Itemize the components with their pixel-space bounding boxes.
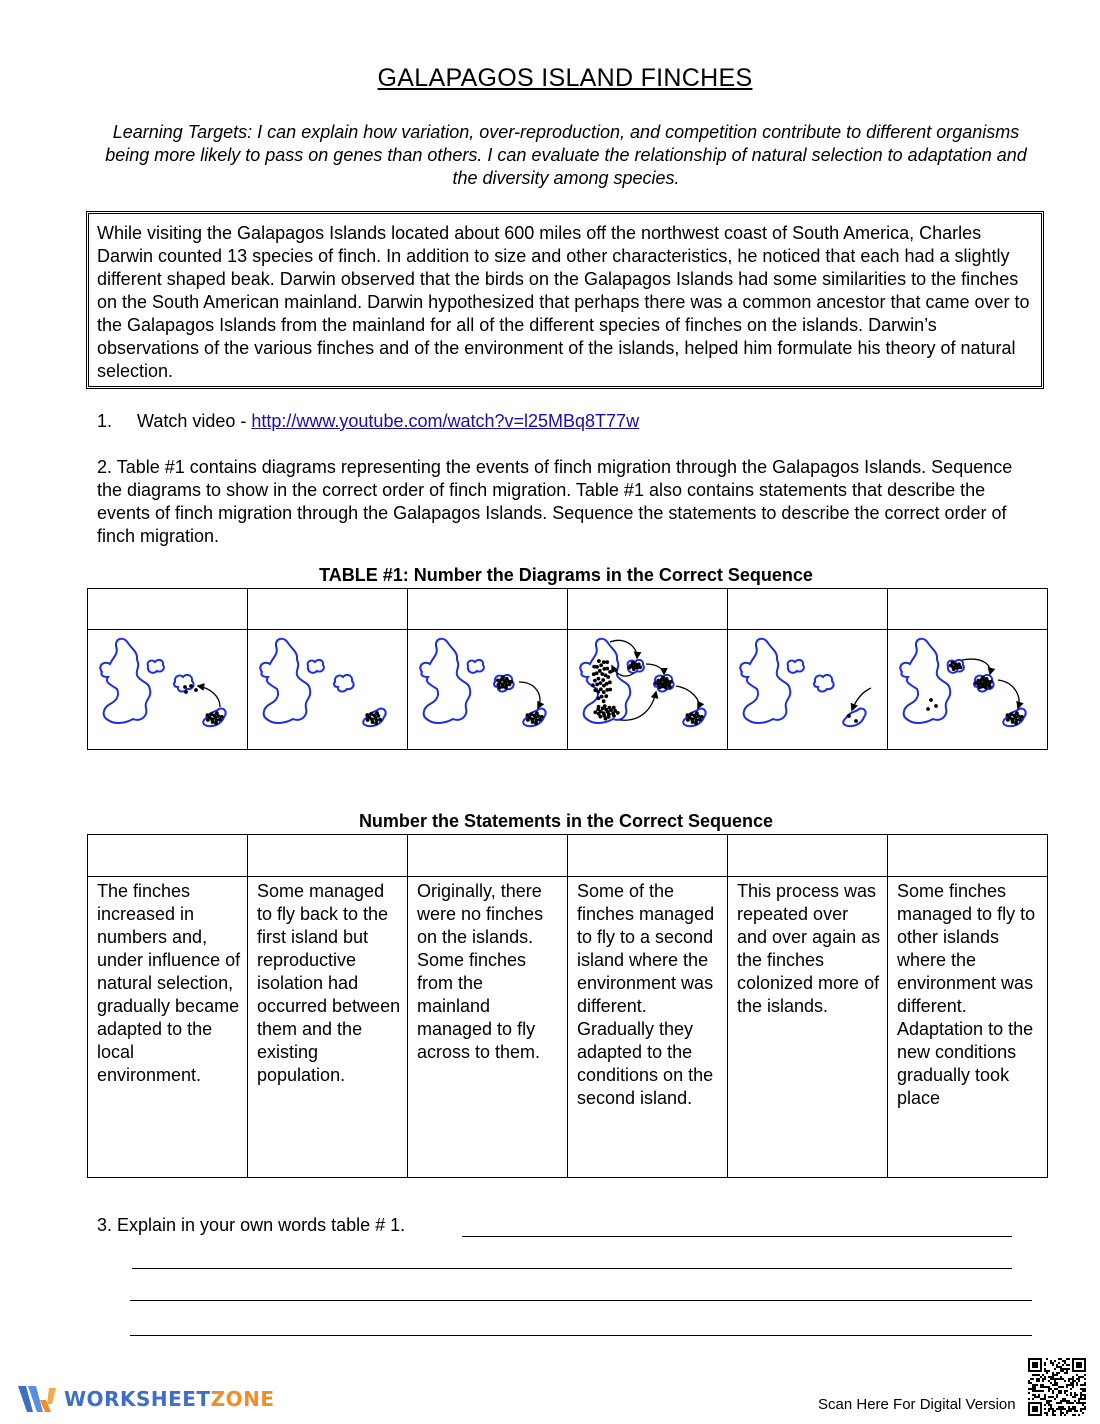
finch-dots — [689, 712, 693, 716]
statement-answer-cell[interactable] — [888, 835, 1048, 877]
finch-dots — [1015, 711, 1019, 715]
diagram-answer-cell[interactable] — [728, 589, 888, 630]
finch-dots — [595, 683, 599, 687]
diagram-cell — [728, 630, 888, 750]
main-island — [420, 639, 470, 723]
statement-answer-cell[interactable] — [88, 835, 248, 877]
diagram-cell — [88, 630, 248, 750]
answer-line[interactable] — [130, 1335, 1032, 1336]
finch-dots — [631, 661, 635, 665]
finch-dots — [374, 721, 378, 725]
finch-dots — [593, 679, 597, 683]
island-diagram — [728, 630, 886, 744]
statement-cell: Some managed to fly back to the first island but reproductive isolation had occurred between them and the existing population. — [248, 877, 408, 1178]
finch-dots — [686, 718, 690, 722]
finch-dots — [194, 688, 198, 692]
finch-dots — [597, 696, 601, 700]
small-island — [468, 660, 484, 673]
finch-dots — [206, 718, 210, 722]
finch-dots — [599, 663, 603, 667]
finch-dots — [1020, 715, 1024, 719]
question-1-number: 1. — [97, 411, 113, 431]
finch-dots — [951, 661, 955, 665]
finch-dots — [604, 708, 608, 712]
statement-answer-cell[interactable] — [248, 835, 408, 877]
diagram-answer-cell[interactable] — [568, 589, 728, 630]
diagram-answer-cell[interactable] — [408, 589, 568, 630]
learning-targets: Learning Targets: I can explain how variation, over-reproduction, and competition contribute to different organisms being more likely to pass on genes than others. I can evaluate the relationship of natural selection to adaptation and the diversity among species. — [105, 122, 1027, 188]
island-diagram — [408, 630, 566, 744]
finch-dots — [189, 684, 193, 688]
finch-dots — [694, 721, 698, 725]
finch-dots — [608, 688, 612, 692]
finch-dots — [952, 667, 956, 671]
finch-dots — [686, 713, 690, 717]
statement-answer-cell[interactable] — [728, 835, 888, 877]
finch-dots — [605, 667, 609, 671]
finch-dots — [526, 713, 530, 717]
finch-dots — [496, 678, 500, 682]
diagram-answer-cell[interactable] — [888, 589, 1048, 630]
migration-arrow — [962, 659, 990, 674]
finch-dots — [604, 694, 608, 698]
island-diagram — [248, 630, 406, 744]
question-3: 3. Explain in your own words table # 1. — [97, 1215, 406, 1235]
finch-dots — [606, 675, 610, 679]
finch-dots — [665, 677, 669, 681]
finch-dots — [974, 681, 978, 685]
finch-dots — [608, 706, 612, 710]
finch-dots — [604, 717, 608, 721]
finch-dots — [602, 699, 606, 703]
finch-dots — [214, 721, 218, 725]
table2-caption: Number the Statements in the Correct Sequence — [358, 811, 774, 831]
migration-arrow — [998, 680, 1019, 708]
finch-dots — [602, 660, 606, 664]
scan-label: Scan Here For Digital Version — [818, 1396, 1016, 1413]
finch-dots — [209, 712, 213, 716]
finch-dots — [366, 718, 370, 722]
finch-dots — [608, 680, 612, 684]
finch-dots — [535, 711, 539, 715]
finch-dots — [658, 686, 662, 690]
migration-arrow — [519, 682, 540, 708]
finch-dots — [955, 666, 959, 670]
finch-dots — [1011, 720, 1015, 724]
finch-dots — [989, 680, 993, 684]
finch-dots — [628, 666, 632, 670]
finch-dots — [988, 685, 992, 689]
diagram-answer-cell[interactable] — [88, 589, 248, 630]
finch-dots — [183, 685, 187, 689]
finch-dots — [616, 711, 620, 715]
diagram-cell — [408, 630, 568, 750]
middle-island — [334, 675, 354, 692]
migration-arrow — [852, 688, 871, 710]
migration-arrow — [676, 686, 699, 708]
diagram-table — [87, 588, 1048, 750]
finch-dots — [599, 681, 603, 685]
finch-dots — [695, 711, 699, 715]
island-diagram — [568, 630, 726, 744]
answer-line[interactable] — [462, 1236, 1012, 1237]
answer-line[interactable] — [132, 1268, 1012, 1269]
finch-dots — [592, 665, 596, 669]
middle-island — [174, 675, 194, 692]
finch-dots — [591, 683, 595, 687]
finch-dots — [959, 665, 963, 669]
finch-dots — [978, 686, 982, 690]
video-link[interactable]: http://www.youtube.com/watch?v=l25MBq8T77w — [251, 411, 640, 431]
finch-dots — [184, 690, 188, 694]
finch-dots — [638, 665, 642, 669]
finch-dots — [504, 686, 508, 690]
statement-answer-cell[interactable] — [568, 835, 728, 877]
finch-dots — [934, 704, 938, 708]
finch-dots — [605, 660, 609, 664]
finch-dots — [534, 721, 538, 725]
finch-dots — [597, 659, 601, 663]
finch-dots — [501, 675, 505, 679]
worksheetzone-logo — [16, 1382, 274, 1416]
qr-code-icon[interactable] — [1028, 1358, 1086, 1416]
finch-dots — [854, 719, 858, 723]
finch-dots — [1006, 713, 1010, 717]
statement-cell: Originally, there were no finches on the islands. Some finches from the mainland managed to fly across to them. — [408, 877, 568, 1178]
finch-dots — [668, 685, 672, 689]
finch-dots — [597, 705, 601, 709]
question-2: 2. Table #1 contains diagrams representing the events of finch migration through the Galapagos Islands. Sequence the diagrams to show in the correct order of finch migration. Table #1 also contains statements that describe the events of finch migration through the Galapagos Islands. Sequence the statements to describe the correct order of finch migration. — [97, 457, 1013, 546]
finch-dots — [597, 677, 601, 681]
finch-dots — [593, 710, 597, 714]
question-1 — [97, 410, 639, 433]
diagram-cell — [888, 630, 1048, 750]
main-island — [260, 639, 310, 723]
logo-text: WORKSHEETZONE — [64, 1387, 275, 1411]
statements-table — [87, 834, 1048, 1178]
page-title: GALAPAGOS ISLAND FINCHES — [377, 64, 753, 92]
diagram-cell — [248, 630, 408, 750]
logo-w-icon — [16, 1382, 58, 1416]
migration-arrow — [646, 664, 664, 674]
finch-dots — [215, 711, 219, 715]
finch-dots — [700, 715, 704, 719]
main-island — [100, 639, 150, 723]
finch-dots — [608, 670, 612, 674]
statement-cell: The finches increased in numbers and, under influence of natural selection, gradually became adapted to the local environment. — [88, 877, 248, 1178]
finch-dots — [598, 669, 602, 673]
finch-dots — [598, 715, 602, 719]
finch-dots — [984, 686, 988, 690]
finch-dots — [602, 690, 606, 694]
finch-dots — [1014, 721, 1018, 725]
table1-caption: TABLE #1: Number the Diagrams in the Correct Sequence — [319, 565, 813, 585]
middle-island — [814, 675, 834, 692]
finch-dots — [847, 714, 851, 718]
small-island — [308, 660, 324, 673]
finch-dots — [531, 720, 535, 724]
finch-dots — [1009, 712, 1013, 716]
finch-dots — [206, 713, 210, 717]
finch-dots — [601, 678, 605, 682]
finch-dots — [691, 720, 695, 724]
finch-dots — [378, 718, 382, 722]
finch-dots — [211, 720, 215, 724]
migration-arrow — [198, 686, 220, 707]
finch-dots — [664, 686, 668, 690]
finch-dots — [593, 688, 597, 692]
statement-answer-cell[interactable] — [408, 835, 568, 877]
mainland-island — [843, 709, 865, 727]
finch-dots — [926, 707, 930, 711]
diagram-answer-cell[interactable] — [248, 589, 408, 630]
finch-dots — [985, 677, 989, 681]
finch-dots — [369, 712, 373, 716]
island-diagram — [88, 630, 246, 744]
finch-dots — [365, 713, 369, 717]
finch-dots — [929, 698, 933, 702]
finch-dots — [661, 676, 665, 680]
finch-dots — [220, 715, 224, 719]
main-island — [740, 639, 790, 723]
small-island — [788, 660, 804, 673]
finch-dots — [540, 715, 544, 719]
finch-dots — [981, 676, 985, 680]
finch-dots — [1006, 718, 1010, 722]
finch-dots — [509, 680, 513, 684]
statement-cell: This process was repeated over and over again as the finches colonized more of the islands. — [728, 877, 888, 1178]
finch-dots — [612, 714, 616, 718]
finch-dots — [592, 672, 596, 676]
question-1-text: Watch video - — [137, 411, 252, 431]
finch-dots — [612, 706, 616, 710]
statement-cell: Some of the finches managed to fly to a second island where the environment was different. Gradually they adapted to the conditions on the second island. — [568, 877, 728, 1178]
finch-dots — [669, 680, 673, 684]
finch-dots — [654, 681, 658, 685]
intro-text: While visiting the Galapagos Islands located about 600 miles off the northwest coast of South America, Charles Darwin counted 13 species of finch. In addition to size and other characteristics, he noticed that each had a slightly different shaped beak. Darwin observed that the birds on the Galapagos Islands had some similarities to the finches on the South American mainland. Darwin hypothesized that perhaps there was a common ancestor that came over to the Galapagos Islands from the mainland for all of the different species of finches on the islands. Darwin’s observations of the various finches and of the environment of the islands, helped him formulate his theory of natural selection. — [97, 223, 1030, 381]
answer-line[interactable] — [130, 1300, 1032, 1301]
finch-dots — [375, 711, 379, 715]
finch-dots — [498, 686, 502, 690]
finch-dots — [505, 677, 509, 681]
diagram-cell — [568, 630, 728, 750]
finch-dots — [526, 718, 530, 722]
finch-dots — [529, 712, 533, 716]
statement-cell: Some finches managed to fly to other islands where the environment was different. Adaptation to the new conditions gradually took place — [888, 877, 1048, 1178]
main-island — [900, 639, 950, 723]
finch-dots — [371, 720, 375, 724]
island-diagram — [888, 630, 1046, 744]
finch-dots — [632, 667, 636, 671]
small-island — [148, 660, 164, 673]
finch-dots — [603, 704, 607, 708]
